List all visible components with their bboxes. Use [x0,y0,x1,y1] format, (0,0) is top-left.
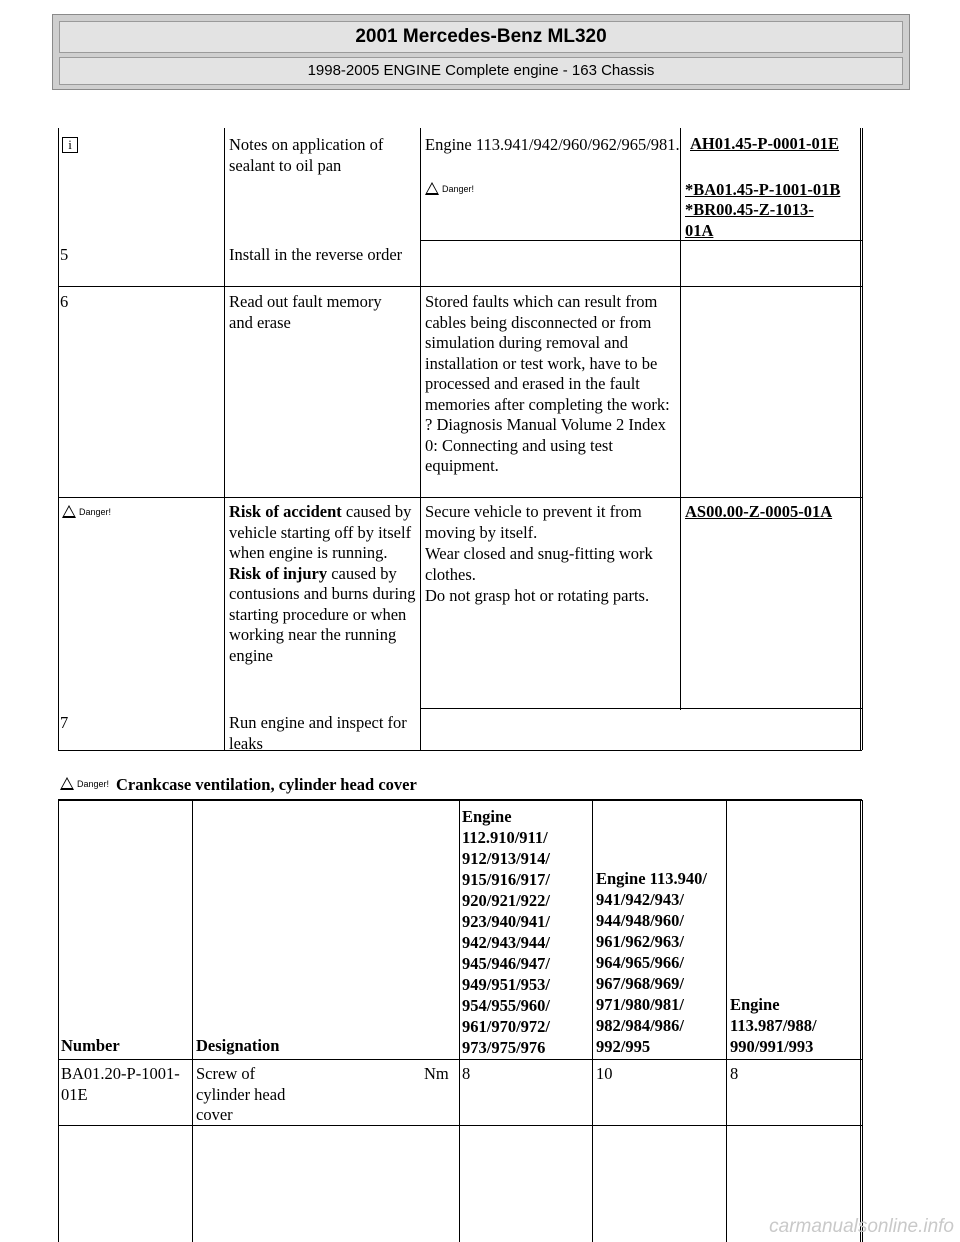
danger-icon: Danger! [60,777,109,790]
ref-link-as00[interactable]: AS00.00-Z-0005-01A [685,502,833,521]
step-text: Run engine and inspect for leaks [229,713,407,753]
note-text: Notes on application of sealant to oil pan [229,135,384,175]
danger-icon: Danger! [62,505,111,518]
spec-unit: Nm [424,1064,449,1083]
risk-accident-label: Risk of accident [229,502,342,521]
safety-detail-2: Wear closed and snug-fitting work clothes. [425,544,653,584]
ref-link-br00[interactable]: *BR00.45-Z-1013- [685,200,814,219]
watermark: carmanualsonline.info [769,1216,954,1237]
risk-accident-text: caused by vehicle starting off by itself when engine is running. [229,502,412,562]
spec-number: BA01.20-P-1001-01E [61,1064,180,1104]
step-number: 5 [60,245,69,264]
step-text: Install in the reverse order [229,245,403,264]
spec-value-engine-113-987: 8 [730,1064,739,1083]
document-header [52,14,910,90]
spec-designation: Screw of cylinder head cover [196,1064,286,1124]
column-header-engine-112: Engine 112.910/911/ 912/913/914/ 915/916/917/ 920/921/922/ 923/940/941/ 942/943/944/ 945/946/947/ 949/951/953/ 954/955/960/ 961/970/972/ 973/975/976 [462,807,551,1057]
step-text: Read out fault memory and erase [229,292,382,332]
ref-link-ba01[interactable]: *BA01.45-P-1001-01B [685,180,841,199]
risk-injury-text: caused by contusions and burns during starting procedure or when working near the running engine [229,563,416,665]
step-detail: Stored faults which can result from cables being disconnected or from simulation during removal and installation or test work, have to be processed and erased in the fault memories after completing the work: ? Diagnosis Manual Volume 2 Index 0: Connecting and using test equipment. [425,292,670,475]
ref-link-ah01[interactable]: AH01.45-P-0001-01E [690,134,839,153]
safety-detail-3: Do not grasp hot or rotating parts. [425,586,650,605]
step-number: 6 [60,292,69,311]
danger-icon: Danger! [425,182,474,195]
spec-value-engine-112: 8 [462,1064,471,1083]
risk-text [229,502,421,666]
column-header-engine-113-987: Engine 113.987/988/ 990/991/993 [730,995,817,1056]
document-title: 2001 Mercedes-Benz ML320 [59,21,903,53]
column-header-designation: Designation [196,1036,280,1055]
safety-detail-1: Secure vehicle to prevent it from moving by itself. [425,502,642,542]
section-heading: Crankcase ventilation, cylinder head cover [116,775,417,794]
note-engine-text: Engine 113.941/942/960/962/965/981. [425,135,680,154]
document-subtitle: 1998-2005 ENGINE Complete engine - 163 Chassis [59,57,903,85]
ref-link-br00-cont[interactable]: 01A [685,221,714,240]
risk-injury-label: Risk of injury [229,563,328,583]
column-header-engine-113: Engine 113.940/ 941/942/943/ 944/948/960/ 961/962/963/ 964/965/966/ 967/968/969/ 971/980/981/ 982/984/986/ 992/995 [596,869,707,1056]
column-header-number: Number [61,1036,120,1055]
info-icon: i [62,137,78,153]
spec-value-engine-113: 10 [596,1064,613,1083]
step-number: 7 [60,713,69,732]
